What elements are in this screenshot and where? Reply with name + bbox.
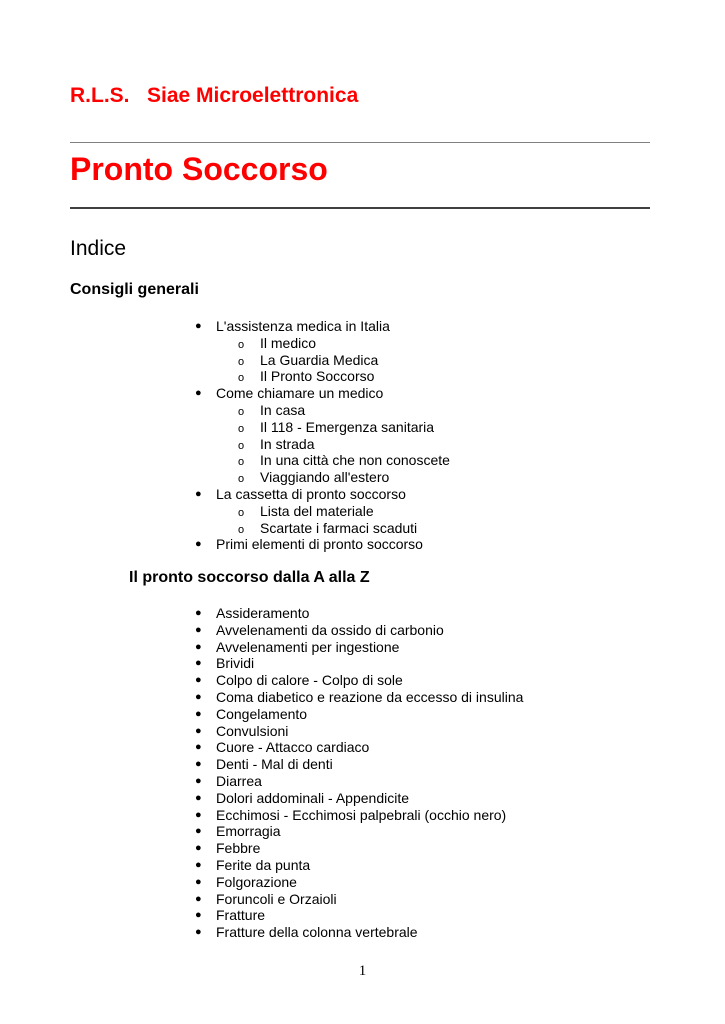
- sub-list-item-label: Il medico: [260, 334, 317, 351]
- index-heading: Indice: [70, 237, 127, 260]
- list-item: [0, 857, 523, 874]
- list-item: [0, 790, 523, 807]
- circle-bullet-icon: o: [238, 372, 245, 385]
- bullet-icon: ●: [195, 623, 202, 636]
- bullet-icon: ●: [195, 808, 202, 821]
- list-item-label: Avvelenamenti da ossido di carbonio: [216, 621, 444, 638]
- list-item: [0, 622, 523, 639]
- section-heading-a-to-z: Il pronto soccorso dalla A alla Z: [129, 569, 370, 586]
- circle-bullet-icon: o: [238, 506, 245, 519]
- list-item-label: Avvelenamenti per ingestione: [216, 638, 400, 655]
- bullet-icon: ●: [195, 674, 202, 687]
- list-item: [0, 655, 523, 672]
- list-item-label: Folgorazione: [216, 873, 297, 890]
- list-item-label: Foruncoli e Orzaioli: [216, 890, 337, 907]
- top-divider: [70, 142, 650, 143]
- bullet-icon: ●: [195, 825, 202, 838]
- list-item: [0, 672, 523, 689]
- list-item-label: Ecchimosi - Ecchimosi palpebrali (occhio nero): [216, 806, 507, 823]
- bullet-icon: ●: [195, 487, 202, 500]
- bullet-icon: ●: [195, 707, 202, 720]
- sub-list-item-label: Scartate i farmaci scaduti: [260, 519, 418, 536]
- list-item: [0, 823, 523, 840]
- bullet-icon: ●: [195, 858, 202, 871]
- sub-list: [216, 503, 450, 537]
- list-item: [0, 924, 523, 941]
- list-item-label: Diarrea: [216, 772, 262, 789]
- list-item: [0, 773, 523, 790]
- sub-list-item: [238, 452, 450, 469]
- list-item-label: Convulsioni: [216, 722, 289, 739]
- sub-list-item: [238, 519, 450, 537]
- list-item: [0, 807, 523, 824]
- bullet-icon: ●: [195, 791, 202, 804]
- bottom-divider: [70, 207, 650, 209]
- list-item: [0, 891, 523, 908]
- bullet-icon: ●: [195, 741, 202, 754]
- sub-list-item: [238, 418, 450, 436]
- general-advice-list: [0, 318, 450, 553]
- bullet-icon: ●: [195, 892, 202, 905]
- list-item: [0, 486, 450, 536]
- sub-list-item-label: In una città che non conoscete: [260, 452, 450, 469]
- circle-bullet-icon: o: [238, 473, 245, 486]
- sub-list-item-label: In strada: [260, 435, 315, 452]
- list-item-label: Dolori addominali - Appendicite: [216, 789, 409, 806]
- list-item: [0, 840, 523, 857]
- bullet-icon: ●: [195, 774, 202, 787]
- sub-list-item-label: Il 118 - Emergenza sanitaria: [260, 418, 435, 435]
- bullet-icon: ●: [195, 657, 202, 670]
- list-item: [0, 639, 523, 656]
- list-item: [0, 706, 523, 723]
- list-item-label: La cassetta di pronto soccorso: [216, 485, 406, 502]
- list-item: [0, 723, 523, 740]
- sub-list-item: [238, 469, 450, 486]
- bullet-icon: ●: [195, 875, 202, 888]
- document-title: Pronto Soccorso: [70, 151, 328, 187]
- sub-list-item-label: Lista del materiale: [260, 502, 374, 519]
- circle-bullet-icon: o: [238, 355, 245, 368]
- bullet-icon: ●: [195, 909, 202, 922]
- list-item-label: Brividi: [216, 655, 255, 672]
- sub-list-item: [238, 351, 450, 369]
- list-item-label: Coma diabetico e reazione da eccesso di insulina: [216, 688, 524, 705]
- circle-bullet-icon: o: [238, 405, 245, 418]
- bullet-icon: ●: [195, 320, 202, 332]
- list-item: [0, 739, 523, 756]
- bullet-icon: ●: [195, 842, 202, 855]
- list-item-label: Assideramento: [216, 605, 310, 621]
- list-item-label: Fratture della colonna vertebrale: [216, 924, 418, 941]
- bullet-icon: ●: [195, 607, 202, 619]
- sub-list-item: [238, 502, 450, 520]
- list-item-label: Primi elementi di pronto soccorso: [216, 536, 423, 553]
- list-item: [0, 605, 523, 622]
- sub-list-item: [238, 334, 450, 352]
- circle-bullet-icon: o: [238, 422, 245, 435]
- list-item-label: Cuore - Attacco cardiaco: [216, 739, 370, 756]
- sub-list-item-label: La Guardia Medica: [260, 351, 379, 368]
- list-item-label: Come chiamare un medico: [216, 385, 384, 402]
- section-heading-general-advice: Consigli generali: [70, 281, 199, 298]
- list-item: [0, 385, 450, 486]
- circle-bullet-icon: o: [238, 456, 245, 469]
- circle-bullet-icon: o: [238, 338, 245, 351]
- bullet-icon: ●: [195, 538, 202, 551]
- list-item: [0, 907, 523, 924]
- organization-line: R.L.S. Siae Microelettronica: [70, 84, 359, 107]
- bullet-icon: ●: [195, 758, 202, 771]
- sub-list-item: [238, 401, 450, 419]
- list-item: [0, 318, 450, 385]
- bullet-icon: ●: [195, 640, 202, 653]
- list-item-label: Colpo di calore - Colpo di sole: [216, 672, 403, 689]
- list-item: [0, 874, 523, 891]
- list-item-label: Denti - Mal di denti: [216, 756, 333, 773]
- list-item: [0, 536, 450, 553]
- sub-list-item-label: Viaggiando all'estero: [260, 469, 390, 486]
- list-item-label: Emorragia: [216, 823, 281, 840]
- bullet-icon: ●: [195, 926, 202, 939]
- bullet-icon: ●: [195, 724, 202, 737]
- bullet-icon: ●: [195, 387, 202, 400]
- sub-list-item-label: Il Pronto Soccorso: [260, 368, 375, 385]
- bullet-icon: ●: [195, 690, 202, 703]
- list-item-label: Fratture: [216, 907, 266, 924]
- list-item-label: Ferite da punta: [216, 856, 311, 873]
- sub-list: [216, 402, 450, 486]
- list-item: [0, 689, 523, 706]
- sub-list: [216, 335, 450, 385]
- circle-bullet-icon: o: [238, 439, 245, 452]
- page-number: 1: [358, 963, 367, 979]
- circle-bullet-icon: o: [238, 523, 245, 536]
- sub-list-item: [238, 435, 450, 453]
- list-item-label: Congelamento: [216, 705, 308, 722]
- a-to-z-list: [0, 605, 523, 941]
- sub-list-item-label: In casa: [260, 401, 306, 418]
- list-item-label: L'assistenza medica in Italia: [216, 318, 390, 334]
- sub-list-item: [238, 368, 450, 385]
- list-item-label: Febbre: [216, 840, 261, 857]
- list-item: [0, 756, 523, 773]
